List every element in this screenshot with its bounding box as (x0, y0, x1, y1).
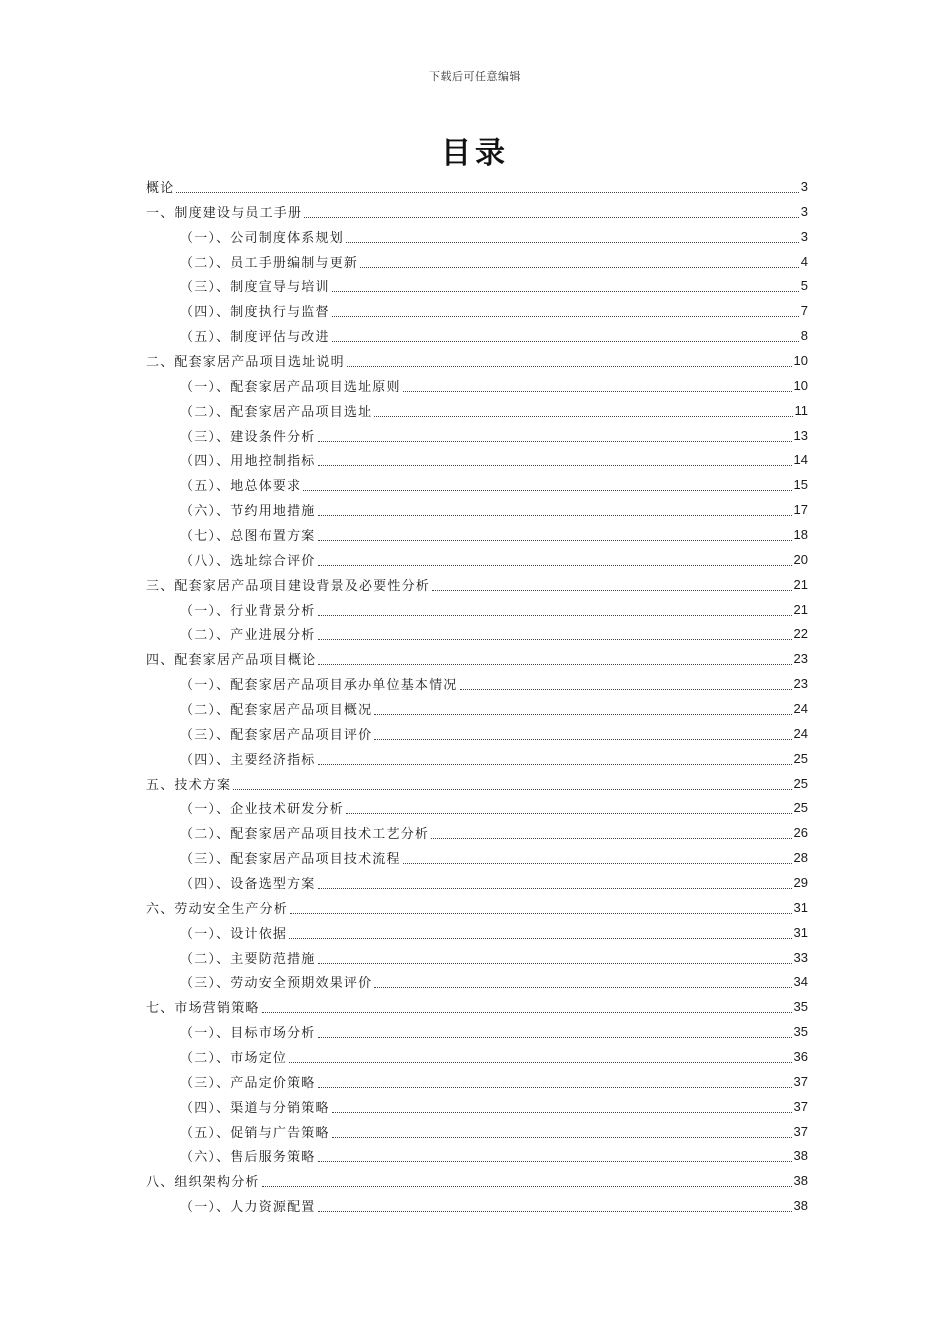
toc-entry-page-number: 28 (793, 850, 808, 866)
toc-dot-leader (289, 938, 791, 939)
toc-entry-label: （一）、配套家居产品项目选址原则 (180, 379, 401, 395)
toc-entry[interactable] (146, 696, 808, 721)
toc-dot-leader (318, 615, 792, 616)
toc-dot-leader (318, 1161, 792, 1162)
toc-entry-label: （三）、配套家居产品项目技术流程 (180, 852, 401, 868)
toc-dot-leader (318, 441, 792, 442)
toc-dot-leader (460, 689, 792, 690)
toc-entry-label: （二）、员工手册编制与更新 (180, 255, 359, 271)
toc-entry-label: （三）、建设条件分析 (180, 429, 316, 445)
toc-entry-label: （六）、售后服务策略 (180, 1150, 316, 1166)
toc-entry-page-number: 38 (793, 1198, 808, 1214)
toc-dot-leader (332, 1112, 792, 1113)
toc-entry[interactable] (146, 522, 808, 547)
toc-entry-page-number: 25 (793, 775, 808, 791)
toc-entry[interactable] (146, 249, 808, 274)
toc-entry-page-number: 5 (800, 278, 808, 294)
toc-entry-page-number: 37 (793, 1123, 808, 1139)
toc-entry[interactable] (146, 1044, 808, 1069)
toc-entry[interactable] (146, 1119, 808, 1144)
toc-entry-page-number: 25 (793, 800, 808, 816)
toc-entry[interactable] (146, 820, 808, 845)
toc-entry[interactable] (146, 572, 808, 597)
toc-entry-page-number: 24 (793, 700, 808, 716)
toc-entry-page-number: 4 (800, 253, 808, 269)
toc-entry-page-number: 10 (793, 377, 808, 393)
toc-dot-leader (318, 639, 792, 640)
toc-entry-page-number: 31 (793, 924, 808, 940)
toc-entry[interactable] (146, 895, 808, 920)
toc-entry[interactable] (146, 298, 808, 323)
toc-entry-page-number: 15 (793, 477, 808, 493)
toc-entry-page-number: 33 (793, 949, 808, 965)
toc-dot-leader (374, 714, 791, 715)
toc-entry-label: （七）、总图布置方案 (180, 528, 316, 544)
toc-entry-label: （三）、劳动安全预期效果评价 (180, 976, 373, 992)
toc-entry[interactable] (146, 845, 808, 870)
toc-dot-leader (318, 565, 792, 566)
toc-entry-page-number: 20 (793, 551, 808, 567)
toc-entry-label: （一）、企业技术研发分析 (180, 802, 344, 818)
toc-entry[interactable] (146, 472, 808, 497)
toc-entry[interactable] (146, 547, 808, 572)
toc-entry-page-number: 23 (793, 651, 808, 667)
toc-entry-page-number: 23 (793, 676, 808, 692)
toc-dot-leader (262, 1186, 792, 1187)
toc-dot-leader (304, 217, 799, 218)
toc-entry-page-number: 25 (793, 750, 808, 766)
toc-entry-label: （八）、选址综合评价 (180, 553, 316, 569)
toc-entry-page-number: 3 (800, 228, 808, 244)
toc-entry[interactable] (146, 870, 808, 895)
toc-entry[interactable] (146, 945, 808, 970)
toc-dot-leader (347, 366, 792, 367)
toc-dot-leader (318, 1211, 792, 1212)
toc-entry[interactable] (146, 373, 808, 398)
toc-dot-leader (262, 1012, 792, 1013)
toc-dot-leader (374, 739, 791, 740)
toc-entry[interactable] (146, 671, 808, 696)
toc-entry[interactable] (146, 224, 808, 249)
toc-entry[interactable] (146, 746, 808, 771)
toc-entry-label: 一、制度建设与员工手册 (146, 205, 303, 221)
toc-entry-label: （二）、市场定位 (180, 1051, 288, 1066)
toc-entry-label: （三）、配套家居产品项目评价 (180, 727, 373, 743)
toc-entry-page-number: 13 (793, 427, 808, 443)
toc-entry-label: （二）、配套家居产品项目选址 (180, 404, 373, 420)
toc-entry-label: （五）、制度评估与改进 (180, 330, 330, 346)
toc-entry-page-number: 26 (793, 825, 808, 841)
toc-dot-leader (431, 838, 791, 839)
toc-entry[interactable] (146, 597, 808, 622)
toc-dot-leader (318, 764, 792, 765)
toc-entry-label: 三、配套家居产品项目建设背景及必要性分析 (146, 578, 431, 594)
toc-entry-page-number: 22 (793, 626, 808, 642)
toc-entry-page-number: 3 (800, 178, 808, 194)
toc-entry-label: （三）、制度宣导与培训 (180, 280, 330, 296)
toc-entry-label: （四）、设备选型方案 (180, 876, 316, 892)
toc-entry[interactable] (146, 970, 808, 995)
toc-entry[interactable] (146, 721, 808, 746)
toc-dot-leader (346, 813, 792, 814)
toc-entry[interactable] (146, 323, 808, 348)
toc-entry-label: 八、组织架构分析 (146, 1175, 260, 1191)
toc-entry-page-number: 21 (793, 576, 808, 592)
toc-entry-page-number: 7 (800, 303, 808, 319)
toc-dot-leader (233, 789, 791, 790)
toc-dot-leader (290, 913, 792, 914)
toc-entry-label: （一）、公司制度体系规划 (180, 230, 344, 246)
toc-entry[interactable] (146, 994, 808, 1019)
toc-entry-label: 五、技术方案 (146, 777, 232, 793)
toc-entry-label: （一）、行业背景分析 (180, 603, 316, 619)
toc-entry[interactable] (146, 423, 808, 448)
toc-dot-leader (403, 391, 792, 392)
toc-entry-page-number: 17 (793, 502, 808, 518)
toc-entry-label: （一）、配套家居产品项目承办单位基本情况 (180, 678, 458, 694)
toc-entry-page-number: 14 (793, 452, 808, 468)
toc-entry[interactable] (146, 398, 808, 423)
toc-entry-page-number: 38 (793, 1173, 808, 1189)
toc-entry-page-number: 36 (793, 1049, 808, 1064)
toc-dot-leader (332, 291, 799, 292)
toc-entry-label: （四）、用地控制指标 (180, 454, 316, 470)
toc-entry-label: （二）、产业进展分析 (180, 628, 316, 644)
toc-dot-leader (318, 664, 791, 665)
toc-entry[interactable] (146, 1069, 808, 1094)
toc-entry-page-number: 37 (793, 1073, 808, 1089)
toc-entry[interactable] (146, 1019, 808, 1044)
toc-entry-page-number: 35 (793, 1024, 808, 1040)
toc-entry-page-number: 3 (800, 203, 808, 219)
toc-dot-leader (318, 465, 792, 466)
toc-entry-page-number: 24 (793, 725, 808, 741)
toc-entry[interactable] (146, 447, 808, 472)
toc-dot-leader (374, 987, 791, 988)
page-title: 目录 (441, 136, 509, 171)
toc-dot-leader (176, 192, 798, 193)
toc-dot-leader (332, 316, 799, 317)
toc-entry-label: （一）、目标市场分析 (180, 1026, 316, 1042)
toc-entry-page-number: 38 (793, 1148, 808, 1164)
toc-entry-page-number: 31 (793, 899, 808, 915)
toc-dot-leader (403, 863, 792, 864)
toc-entry-page-number: 8 (800, 328, 808, 344)
toc-entry[interactable] (146, 348, 808, 373)
toc-dot-leader (374, 416, 792, 417)
toc-entry-label: （一）、设计依据 (180, 926, 288, 942)
toc-entry-label: （三）、产品定价策略 (180, 1075, 316, 1091)
toc-entry-page-number: 34 (793, 974, 808, 990)
toc-entry-label: 概论 (146, 180, 175, 196)
toc-dot-leader (289, 1062, 791, 1063)
toc-dot-leader (432, 590, 792, 591)
toc-entry[interactable] (146, 1193, 808, 1218)
toc-entry-page-number: 29 (793, 874, 808, 890)
toc-entry-label: （六）、节约用地措施 (180, 504, 316, 520)
toc-entry[interactable] (146, 1168, 808, 1193)
toc-entry[interactable] (146, 621, 808, 646)
toc-entry[interactable] (146, 174, 808, 199)
toc-dot-leader (303, 490, 791, 491)
toc-dot-leader (332, 341, 799, 342)
toc-entry-page-number: 21 (793, 601, 808, 617)
toc-entry[interactable] (146, 199, 808, 224)
toc-entry-label: （二）、主要防范措施 (180, 951, 316, 967)
toc-entry-label: （五）、地总体要求 (180, 479, 302, 495)
toc-entry-page-number: 18 (793, 526, 808, 542)
toc-dot-leader (318, 1087, 792, 1088)
toc-entry-label: （二）、配套家居产品项目技术工艺分析 (180, 827, 430, 843)
table-of-contents (146, 174, 808, 1218)
toc-entry[interactable] (146, 497, 808, 522)
toc-entry[interactable] (146, 771, 808, 796)
toc-dot-leader (318, 963, 792, 964)
toc-entry-label: （四）、渠道与分销策略 (180, 1100, 330, 1116)
header-note: 下载后可任意编辑 (429, 70, 521, 83)
toc-dot-leader (318, 540, 792, 541)
toc-entry-page-number: 10 (793, 352, 808, 368)
toc-entry-page-number: 11 (794, 402, 808, 418)
toc-dot-leader (318, 888, 792, 889)
toc-entry-label: 二、配套家居产品项目选址说明 (146, 354, 345, 370)
toc-entry[interactable] (146, 795, 808, 820)
toc-entry[interactable] (146, 273, 808, 298)
toc-entry-label: （五）、促销与广告策略 (180, 1125, 330, 1141)
toc-entry-label: 六、劳动安全生产分析 (146, 901, 289, 917)
toc-entry-label: （四）、制度执行与监督 (180, 305, 330, 321)
toc-entry-label: 四、配套家居产品项目概论 (146, 653, 317, 669)
toc-dot-leader (360, 267, 799, 268)
toc-dot-leader (332, 1137, 792, 1138)
toc-dot-leader (346, 242, 799, 243)
toc-entry-page-number: 37 (793, 1098, 808, 1114)
toc-entry[interactable] (146, 1144, 808, 1169)
toc-entry-label: （二）、配套家居产品项目概况 (180, 702, 373, 718)
toc-entry-label: （四）、主要经济指标 (180, 752, 316, 768)
toc-entry-page-number: 35 (793, 999, 808, 1015)
toc-entry[interactable] (146, 1094, 808, 1119)
toc-entry[interactable] (146, 646, 808, 671)
toc-dot-leader (318, 515, 792, 516)
toc-entry-label: （一）、人力资源配置 (180, 1200, 316, 1216)
toc-entry[interactable] (146, 920, 808, 945)
toc-dot-leader (318, 1037, 792, 1038)
toc-entry-label: 七、市场营销策略 (146, 1001, 260, 1017)
